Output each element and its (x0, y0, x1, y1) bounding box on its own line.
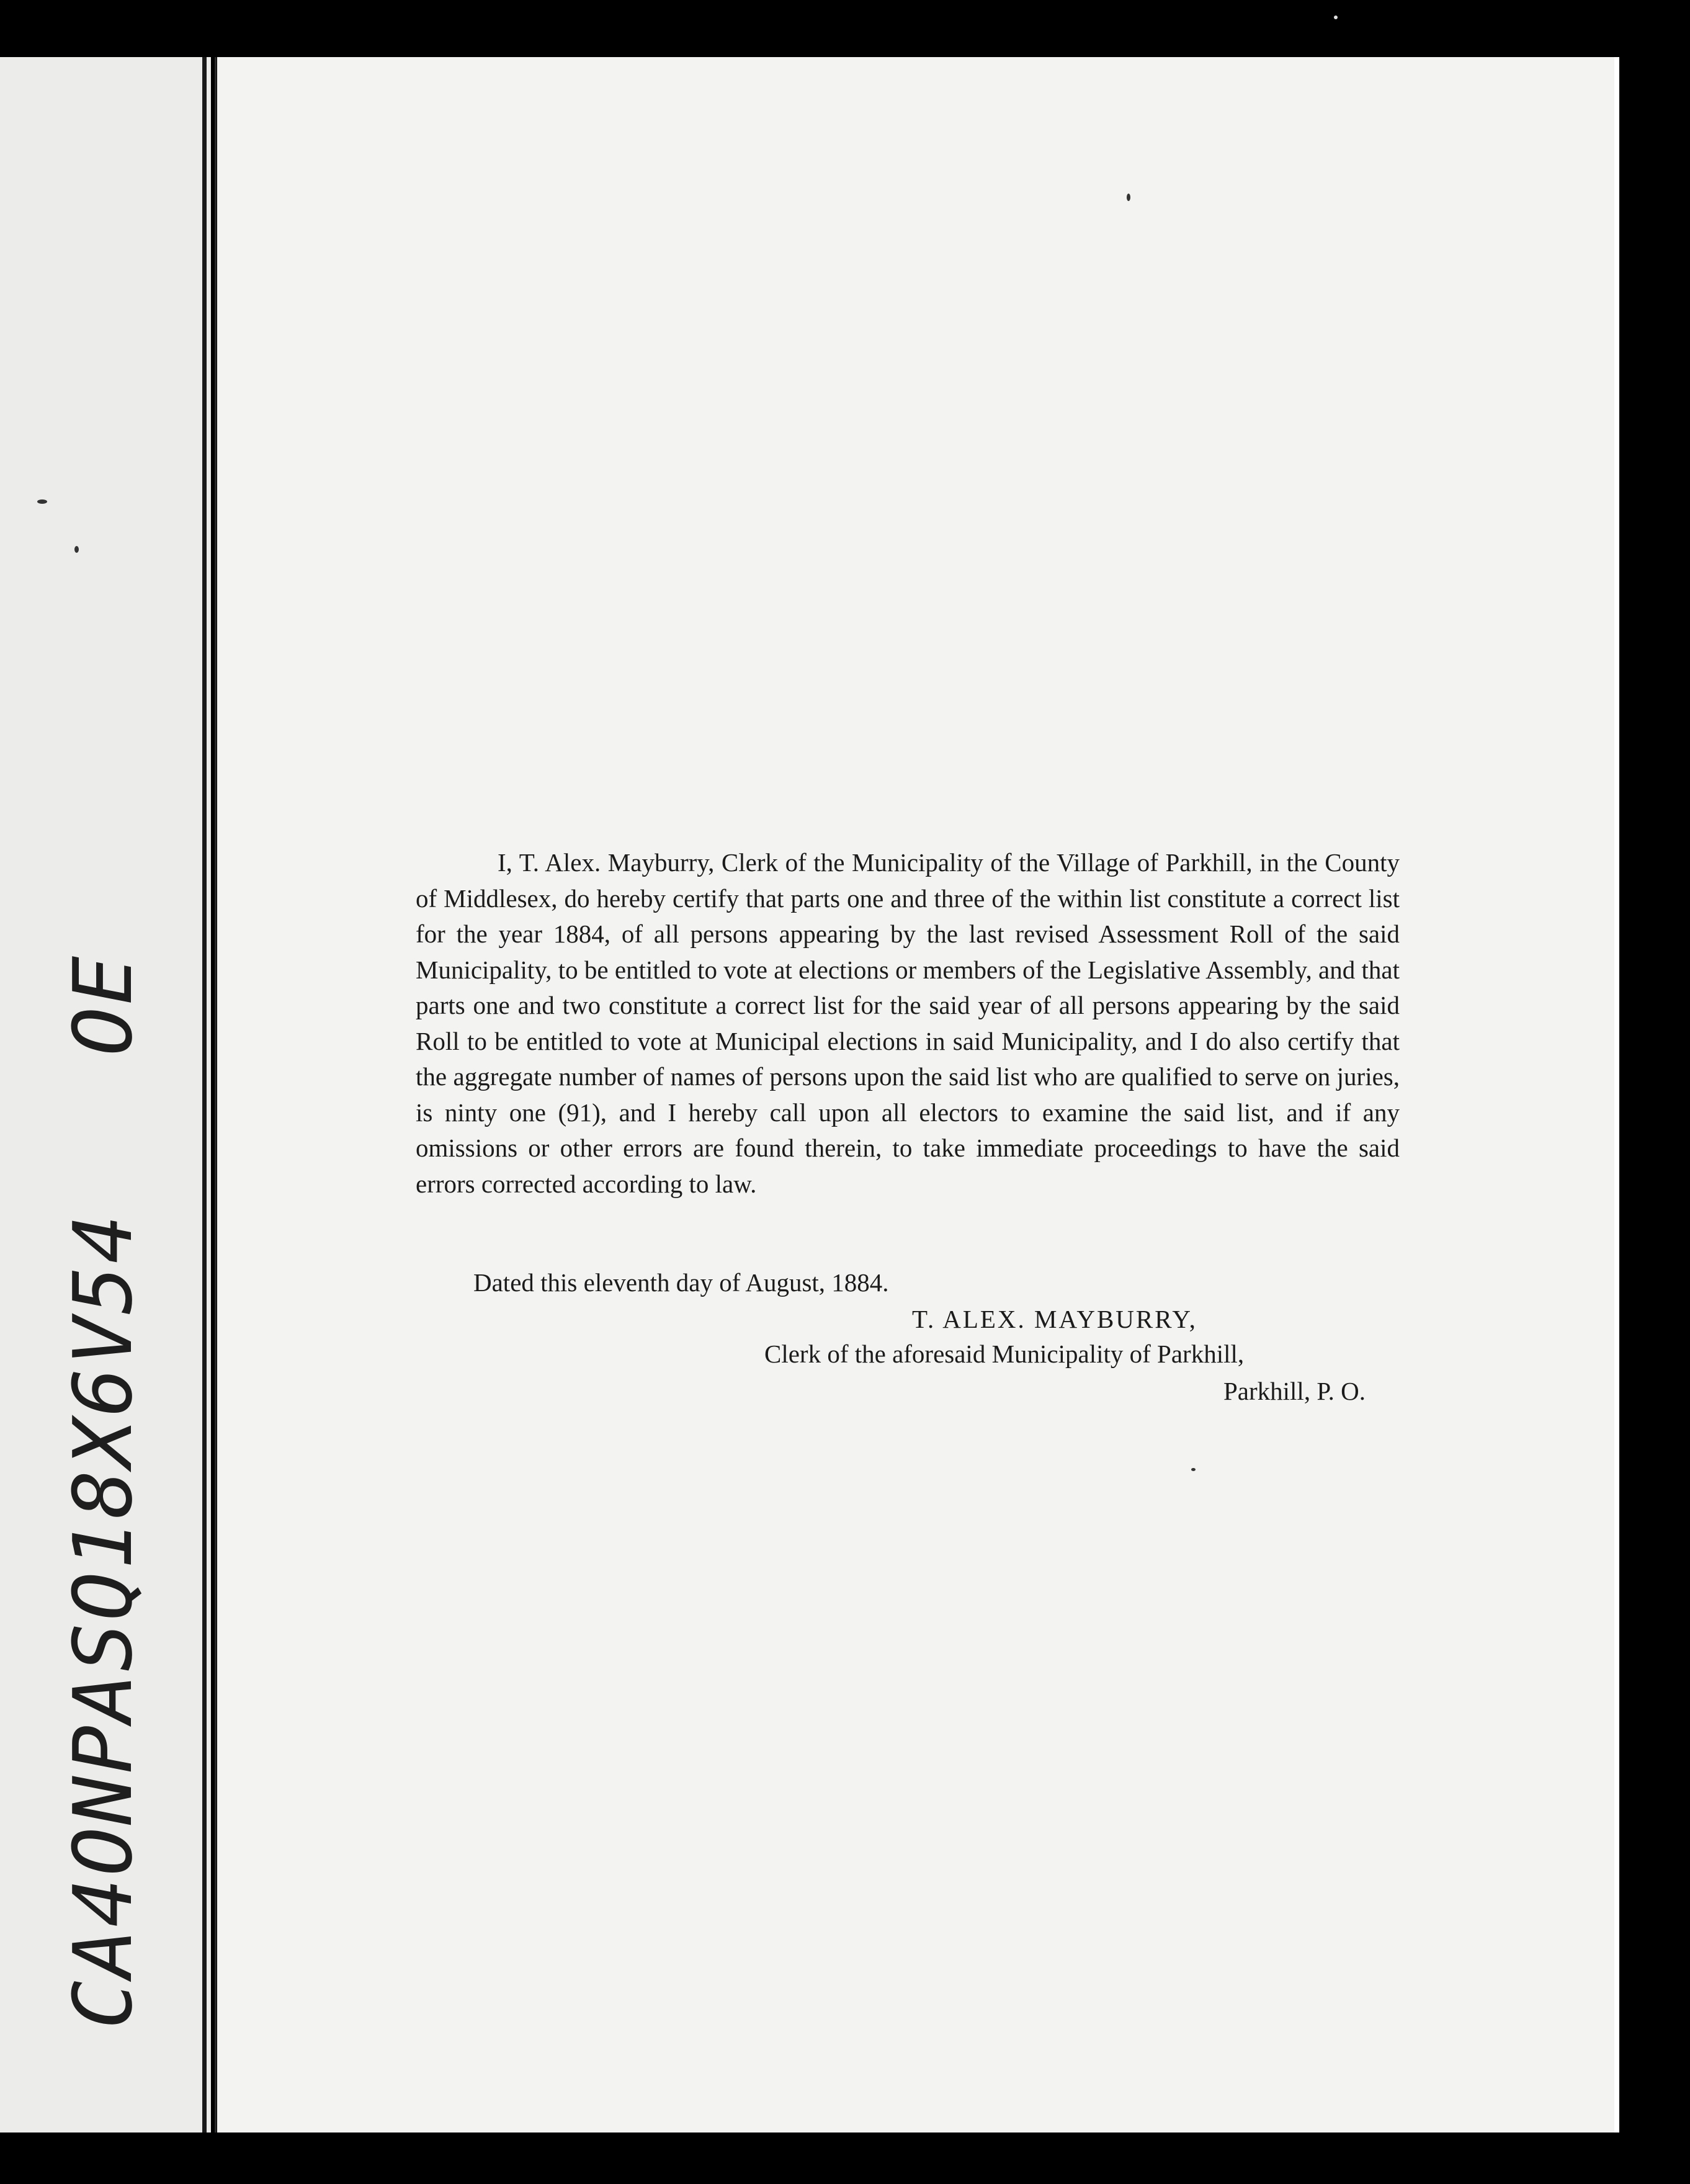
handwritten-reference (56, 954, 150, 2029)
page-right-edge (1614, 57, 1619, 2133)
scan-speck (37, 499, 47, 504)
dated-line: Dated this eleventh day of August, 1884. (473, 1268, 889, 1297)
microfiche-code: CA4ONPASQ18X6V54 (56, 1212, 150, 2029)
signature-post-office: Parkhill, P. O. (1223, 1377, 1366, 1405)
certificate-body (416, 845, 1400, 1202)
scan-speck (1191, 1468, 1196, 1471)
certificate-paragraph: I, T. Alex. Mayburry, Clerk of the Municipality of the Village of Parkhill, in the County of Middlesex, do hereby certify that parts one and three of the within list constitute a correct list for the year 1884, of all persons appearing by the last revised Assessment Roll of the said Municipality, to be entitled to vote at elections or members of the Legislative Assembly, and that parts one and two constitute a correct list for the said year of all persons appearing by the said Roll to be entitled to vote at Municipal elections in said Municipality, and I do also certify that the aggregate number of names of persons upon the said list who are qualified to serve on juries, is ninty one (91), and I hereby call upon all electors to examine the said list, and if any omissions or other errors are found therein, to take immediate proceedings to have the said errors corrected according to law. (416, 848, 1400, 1198)
signature-name: T. ALEX. MAYBURRY, (912, 1305, 1197, 1333)
scan-speck (74, 546, 79, 553)
handwritten-mark: OE (56, 953, 150, 1056)
binding-line-thin (215, 57, 217, 2133)
signature-title: Clerk of the aforesaid Municipality of Parkhill, (764, 1340, 1245, 1368)
binding-line (202, 57, 207, 2133)
scan-speck (1127, 194, 1130, 201)
scan-speck (1334, 16, 1338, 19)
